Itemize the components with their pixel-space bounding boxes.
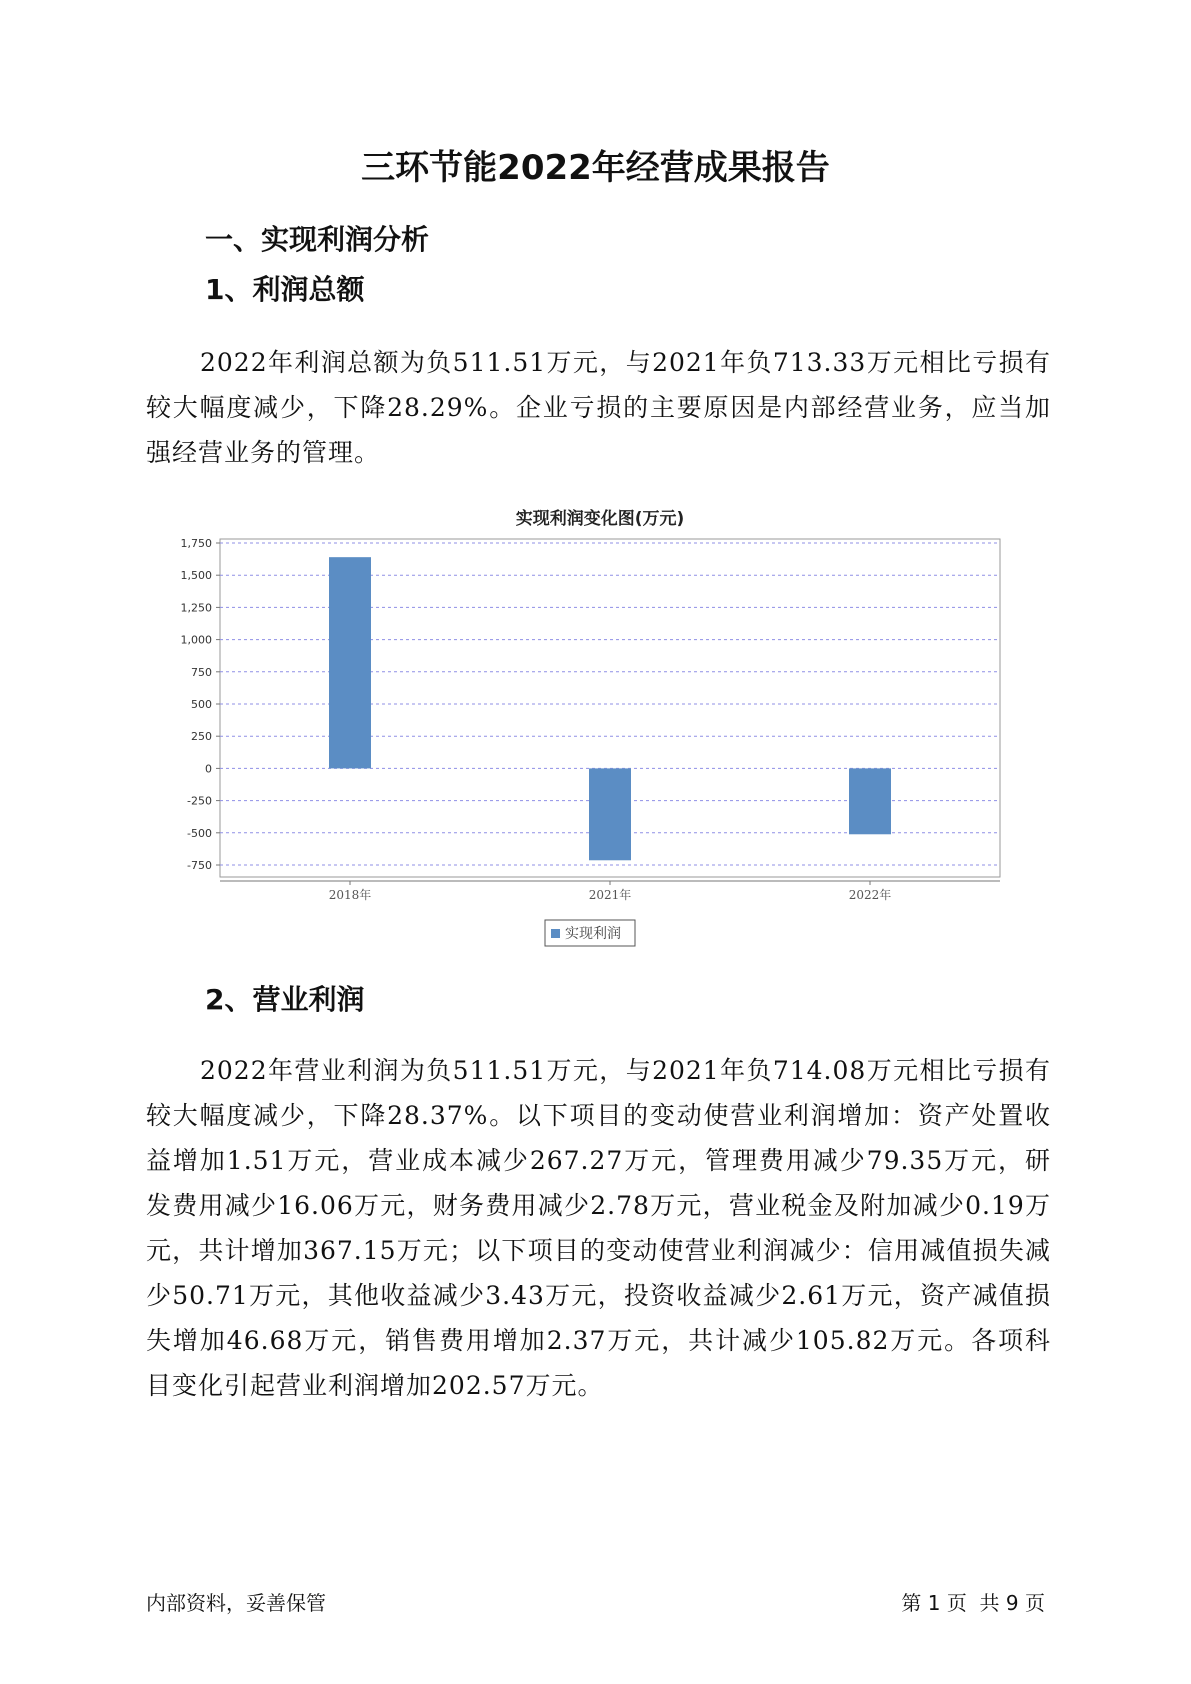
y-tick-label: 1,000 <box>180 633 212 647</box>
section-heading-profit-analysis: 一、实现利润分析 <box>205 223 430 256</box>
y-tick-label: 750 <box>191 665 212 679</box>
y-tick-label: 1,500 <box>180 569 212 583</box>
y-tick-label: -500 <box>187 826 212 840</box>
paragraph-operating-profit: 2022年营业利润为负511.51万元，与2021年负714.08万元相比亏损有较大幅度减少，下降28.37%。以下项目的变动使营业利润增加：资产处置收益增加1.51万元，营业成本减少267.27万元，管理费用减少79.35万元，研发费用减少16.06万元，财务费用减少2.78万元，营业税金及附加减少0.19万元，共计增加367.15万元；以下项目的变动使营业利润减少：信用减值损失减少50.71万元，其他收益减少3.43万元，投资收益减少2.61万元，资产减值损失增加46.68万元，销售费用增加2.37万元，共计减少105.82万元。各项科目变化引起营业利润增加202.57万元。 <box>146 1056 1051 1400</box>
y-tick-label: 0 <box>205 762 212 776</box>
x-tick-label: 2018年 <box>328 888 372 902</box>
y-tick-label: 1,250 <box>180 601 212 615</box>
y-tick-label: -750 <box>187 859 212 872</box>
profit-bar-chart <box>160 500 1040 960</box>
document-title: 三环节能2022年经营成果报告 <box>361 148 830 188</box>
bar-0 <box>329 557 371 768</box>
x-tick-label: 2021年 <box>588 888 632 902</box>
paragraph-total-profit: 2022年利润总额为负511.51万元，与2021年负713.33万元相比亏损有较大幅度减少，下降28.29%。企业亏损的主要原因是内部经营业务，应当加强经营业务的管理。 <box>146 348 1051 467</box>
footer-page-number: 第 1 页 共 9 页 <box>901 1591 1045 1615</box>
legend-label: 实现利润 <box>565 926 621 942</box>
y-tick-label: 500 <box>191 698 212 711</box>
y-tick-label: 250 <box>191 730 212 744</box>
bar-1 <box>589 768 631 860</box>
subheading-operating-profit: 2、营业利润 <box>205 983 365 1016</box>
profit-chart <box>160 500 1040 960</box>
y-tick-label: 1,750 <box>180 537 212 550</box>
x-tick-label: 2022年 <box>848 888 892 902</box>
footer-confidential-note: 内部资料，妥善保管 <box>146 1591 326 1615</box>
subheading-total-profit: 1、利润总额 <box>205 273 365 306</box>
chart-title: 实现利润变化图(万元) <box>515 509 685 529</box>
bar-2 <box>849 768 891 834</box>
legend-swatch <box>551 929 560 938</box>
y-tick-label: -250 <box>187 794 212 808</box>
